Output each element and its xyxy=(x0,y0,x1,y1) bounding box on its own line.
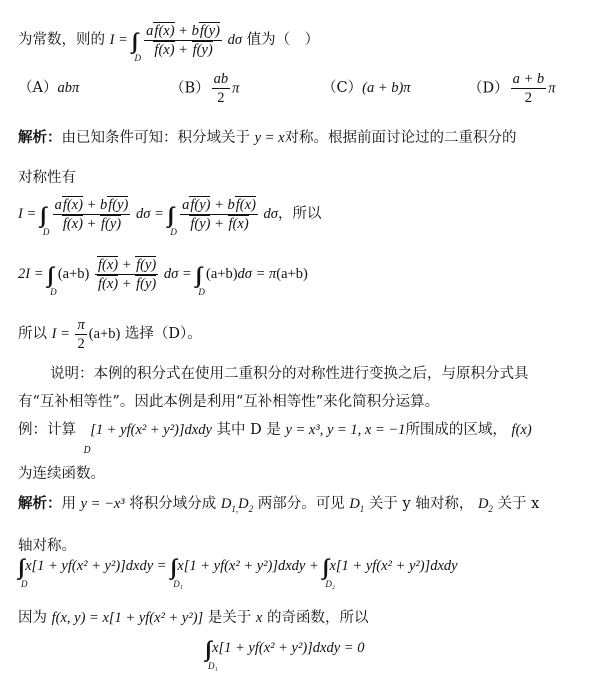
solution2-cont: 轴对称。 xyxy=(18,538,76,554)
example-cont: 为连续函数。 xyxy=(18,466,105,482)
note-line-1: 说明：本例的积分式在使用二重积分的对称性进行变换之后，与原积分式具 xyxy=(50,366,529,382)
integral-I: I = ∫∫ D $\frac{af(x) + bf(y)}{f(x) + f(y)}$ dσ xyxy=(109,23,242,63)
question-line xyxy=(18,22,320,63)
option-d: （D） $\frac{a + b}{2}$ π xyxy=(468,71,556,106)
solution-label: 解析： xyxy=(18,129,62,146)
split-equation: ∫∫ D x[1 + yf(x² + y²)]dxdy = ∫∫ D₁ x[1 + yf(x² + y²)]dxdy + ∫∫ D₂ x[1 + yf(x² + y²)]dxdy xyxy=(18,554,458,589)
result-line: 所以 I = $\frac{\pi}{2}$ (a+b) 选择（D）。 xyxy=(18,317,202,352)
zero-equation: ∫∫ D₁ x[1 + yf(x² + y²)]dxdy = 0 xyxy=(205,636,365,671)
symmetry-equation: I = ∫∫ D $\frac{af(x) + bf(y)}{f(x) + f(y)}$ dσ = ∫∫ D $\frac{af(y) + bf(x)}{f(y) + f(x)}$ dσ，所以 xyxy=(18,197,322,237)
option-c: （C）(a + b)π xyxy=(322,80,411,96)
odd-function-line: 因为 f(x, y) = x[1 + yf(x² + y²)] 是关于 x 的奇函数，所以 xyxy=(18,610,369,626)
note-line-2: 有“互补相等性”。因此本例是利用“互补相等性”来化简积分运算。 xyxy=(18,394,440,410)
option-a: （A）abπ xyxy=(18,80,80,96)
example-line: 例：计算 D [1 + yf(x² + y²)]dxdy 其中 D 是 y = x³, y = 1, x = −1所围成的区域， f(x) xyxy=(18,422,532,456)
question-suffix: 值为（ ） xyxy=(246,31,320,48)
solution-line: 解析：由已知条件可知：积分域关于 y = x对称。根据前面讨论过的二重积分的 xyxy=(18,129,517,146)
question-prefix: 为常数，则的 xyxy=(18,31,105,48)
option-b: （B） $\frac{ab}{2}$ π xyxy=(170,71,240,106)
sum-equation: 2I = ∫∫ D (a+b) $\frac{f(x) + f(y)}{f(x) + f(y)}$ dσ = ∫∫ D (a+b)dσ = π(a+b) xyxy=(18,257,308,297)
solution-cont: 对称性有 xyxy=(18,170,76,186)
solution2-line: 解析：用 y = −x³ 将积分域分成 $D_{1,}D_2$ 两部分。可见 $D_1$ 关于 y 轴对称， $D_2$ 关于 x xyxy=(18,495,540,514)
